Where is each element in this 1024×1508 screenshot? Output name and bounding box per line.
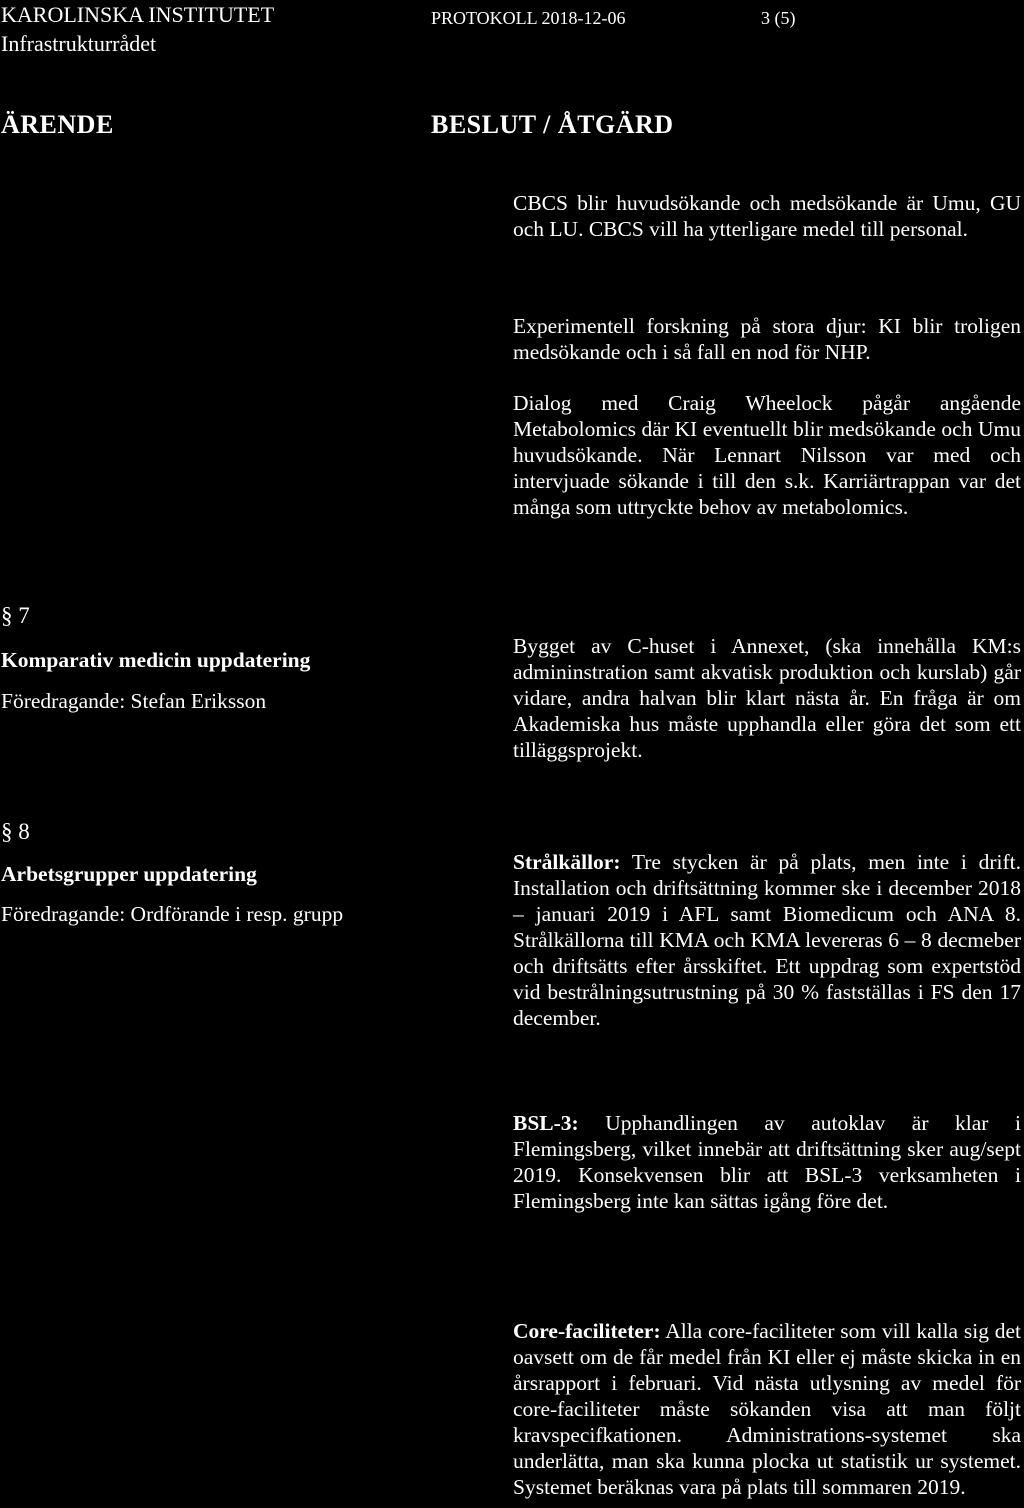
carryover-paragraph: Experimentell forskning på stora djur: KI blir troligen medsökande och i så fall en nod för NHP.: [513, 314, 1021, 364]
decision-paragraph-core-faciliteter: [513, 1318, 1021, 1500]
section-title: Arbetsgrupper uppdatering: [1, 862, 257, 886]
column-heading-beslut: BESLUT / ÅTGÄRD: [431, 110, 674, 139]
decision-text: Bygget av C-huset i Annexet, (ska innehålla KM:s admininstration samt akvatisk produktion och kurslab) går vidare, andra halvan blir klart nästa år. En fråga är om Akademiska hus måste upphandla eller göra det som ett tilläggsprojekt.: [513, 634, 1021, 762]
column-heading-arende: ÄRENDE: [1, 110, 114, 139]
decision-paragraph: [513, 633, 1021, 763]
decision-lead: Core-faciliteter:: [513, 1319, 661, 1343]
council-name: Infrastrukturrådet: [1, 31, 157, 56]
section-presenter: Föredragande: Ordförande i resp. grupp: [1, 902, 344, 926]
decision-lead: BSL-3:: [513, 1111, 579, 1135]
section-title: Komparativ medicin uppdatering: [1, 648, 311, 672]
page-number: 3 (5): [761, 8, 796, 28]
decision-text: Upphandlingen av autoklav är klar i Flemingsberg, vilket innebär att driftsättning sker aug/sept 2019. Konsekvensen blir att BSL-3 verksamheten i Flemingsberg inte kan sättas igång före det.: [513, 1111, 1021, 1213]
decision-text: Tre stycken är på plats, men inte i drift. Installation och driftsättning kommer ske i december 2018 – januari 2019 i AFL samt Biomedicum och ANA 8. Strålkällorna till KMA och KMA levereras 6 – 8 decmeber och driftsätts efter årsskiftet. Ett uppdrag som expertstöd vid bestrålningsutrustning på 30 % fastställas i FS den 17 december.: [513, 850, 1021, 1030]
protocol-date: PROTOKOLL 2018-12-06: [431, 8, 626, 28]
decision-paragraph-bsl3: [513, 1110, 1021, 1214]
section-number: § 8: [1, 819, 30, 844]
decision-text: Alla core-faciliteter som vill kalla sig det oavsett om de får medel från KI eller ej måste skicka in en årsrapport i februari. Vid nästa utlysning av medel för core-faciliteter måste sökanden visa att man följt kravspecifkationen. Administrations-systemet ska underlätta, man ska kunna plocka ut statistik ur systemet. Systemet beräknas vara på plats till sommaren 2019.: [513, 1319, 1021, 1499]
section-number: § 7: [1, 603, 30, 628]
section-presenter: Föredragande: Stefan Eriksson: [1, 689, 267, 713]
carryover-paragraph: Dialog med Craig Wheelock pågår angående Metabolomics där KI eventuellt blir medsökande och Umu huvudsökande. När Lennart Nilsson var med och intervjuade sökande i till den s.k. Karriärtrappan var det många som uttryckte behov av metabolomics.: [513, 391, 1021, 519]
decision-paragraph-stralkallor: [513, 849, 1021, 1031]
institution-name: KAROLINSKA INSTITUTET: [1, 2, 275, 27]
decision-lead: Strålkällor:: [513, 850, 621, 874]
carryover-paragraph: CBCS blir huvudsökande och medsökande är Umu, GU och LU. CBCS vill ha ytterligare medel till personal.: [513, 191, 1021, 241]
